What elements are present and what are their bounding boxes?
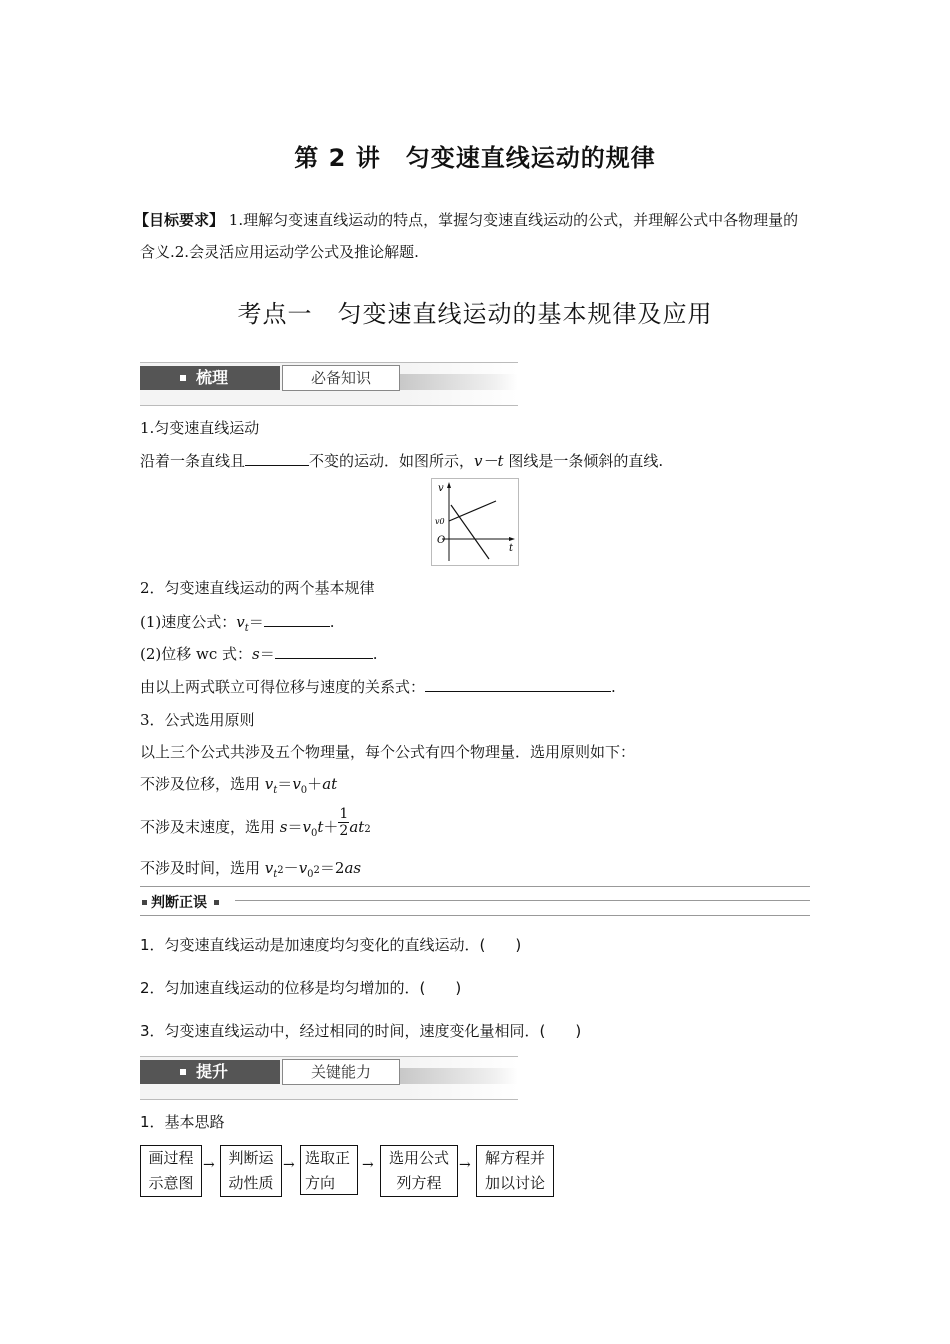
flow-arrow-3: → (362, 1157, 374, 1173)
p2-relation: 由以上两式联立可得位移与速度的关系式： . (140, 678, 616, 696)
flow-step-4: 选用公式 列方程 (380, 1145, 458, 1197)
question-2: 2．匀加速直线运动的位移是均匀增加的．( ) (140, 979, 462, 997)
objective-text: 1.理解匀变速直线运动的特点，掌握匀变速直线运动的公式，并理解公式中各物理量的含义.2.会灵活应用运动学公式及推论解题. (140, 211, 799, 261)
p2-velocity-formula: (1)速度公式：$v_t=$ . (140, 613, 335, 634)
blank-3[interactable] (275, 644, 373, 659)
flow-arrow-2: → (283, 1157, 295, 1173)
judge-label: 判断正误 (151, 895, 207, 911)
p3-heading: 3．公式选用原则 (140, 711, 255, 729)
rule-1: 不涉及位移，选用 $v_t=v_0+at$ (140, 775, 338, 796)
p1-heading: 1.匀变速直线运动 (140, 419, 260, 437)
line-accelerating (449, 501, 496, 521)
objective-tag: 【目标要求】 (134, 211, 225, 229)
flow-step-1: 画过程 示意图 (140, 1145, 202, 1197)
flow-heading: 1．基本思路 (140, 1113, 225, 1131)
question-3: 3．匀变速直线运动中，经过相同的时间，速度变化量相同．( ) (140, 1022, 582, 1040)
blank-4[interactable] (425, 677, 611, 692)
rule-2: 不涉及末速度，选用 $s=v_0t+$ $\frac{1}{2}$ at2 (140, 806, 371, 839)
flow-step-2: 判断运 动性质 (220, 1145, 282, 1197)
page-title: 第 2 讲 匀变速直线运动的规律 (294, 144, 656, 172)
p2-displacement-formula: (2)位移 wc 式：s＝ . (140, 645, 378, 663)
question-1: 1．匀变速直线运动是加速度均匀变化的直线运动．( ) (140, 936, 522, 954)
blank-1[interactable] (245, 451, 309, 466)
p2-heading: 2．匀变速直线运动的两个基本规律 (140, 579, 375, 597)
p3-text: 以上三个公式共涉及五个物理量，每个公式有四个物理量．选用原则如下： (140, 743, 636, 761)
rule-3: 不涉及时间，选用 $v_t2-v_02=2as$ (140, 859, 362, 880)
section-title: 考点一 匀变速直线运动的基本规律及应用 (237, 300, 713, 328)
banner-light-label: 必备知识 (282, 365, 400, 391)
banner-key-ability (140, 1056, 518, 1098)
vt-graph-svg (432, 479, 518, 565)
origin-label: O (437, 535, 446, 546)
line-decelerating (451, 505, 489, 559)
objective-requirements (134, 204, 812, 268)
flow-step-5: 解方程并 加以讨论 (476, 1145, 554, 1197)
vt-graph (431, 478, 519, 566)
p1-text: 沿着一条直线且 不变的运动．如图所示，v－t 图线是一条倾斜的直线. (140, 452, 664, 470)
flow-step-3: 选取正 方向 (300, 1145, 358, 1195)
flow-arrow-4: → (459, 1157, 471, 1173)
judge-banner (140, 886, 810, 916)
axis-v-label: v (438, 483, 444, 494)
banner-dark-label: 提升 (196, 1062, 229, 1081)
axis-t-label: t (509, 543, 514, 554)
blank-2[interactable] (264, 612, 330, 627)
banner-dark-label: 梳理 (196, 368, 229, 387)
flow-arrow-1: → (203, 1157, 215, 1173)
v0-label: v0 (435, 517, 445, 526)
banner-light-label: 关键能力 (282, 1059, 400, 1085)
banner-basic-knowledge (140, 362, 518, 404)
